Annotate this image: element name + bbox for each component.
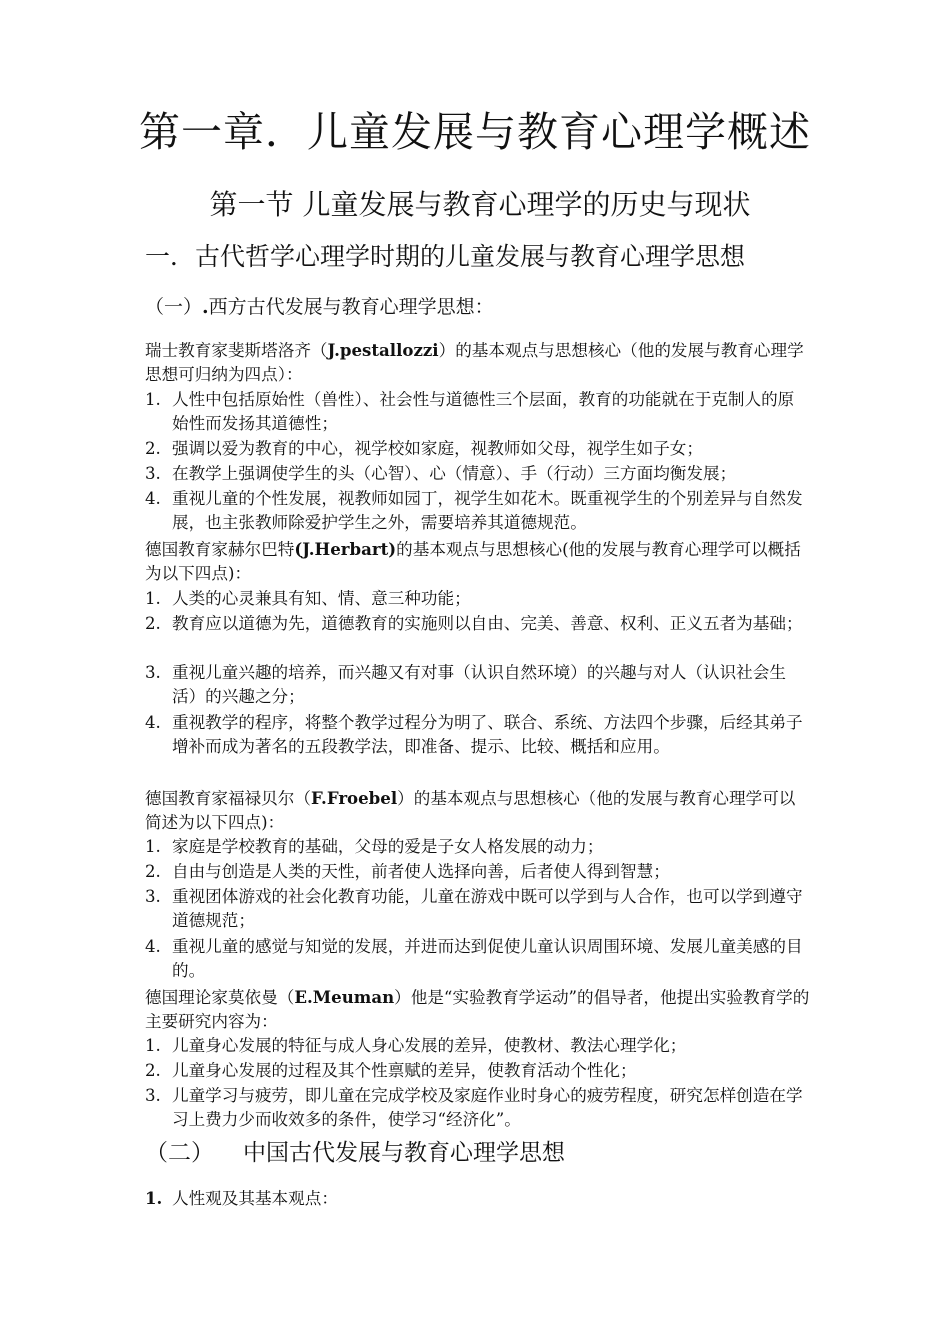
froebel-intro-a: 德国教育家福禄贝尔（ — [145, 789, 311, 808]
list-item — [145, 661, 810, 709]
froebel-intro — [145, 786, 810, 835]
item-text: 儿童身心发展的过程及其个性禀赋的差异，使教育活动个性化； — [172, 1061, 637, 1080]
sub1-heading-dot: . — [202, 296, 209, 318]
item-number: 3. — [145, 464, 161, 483]
pestalozzi-intro-a: 瑞士教育家斐斯塔洛齐（ — [145, 341, 328, 360]
item-text: 儿童身心发展的特征与成人身心发展的差异，使教材、教法心理学化； — [172, 1036, 687, 1055]
herbart-intro-b: 的基本观点与思想核心(他的发展与教育心理学可以概括为以下四点)： — [145, 540, 801, 583]
item-text: 重视儿童的感觉与知觉的发展，并进而达到促使儿童认识周围环境、发展儿童美感的目的。 — [172, 937, 803, 980]
list-item — [145, 388, 810, 436]
item-text: 教育应以道德为先，道德教育的实施则以自由、完美、善意、权利、正义五者为基础； — [172, 614, 803, 633]
item-number: 4. — [145, 713, 161, 732]
pestalozzi-intro-b: ）的基本观点与思想核心（他的发展与教育心理学思想可归纳为四点）： — [145, 341, 804, 384]
meuman-intro-b: ）他是“实验教育学运动”的倡导者，他提出实验教育学的主要研究内容为： — [145, 988, 810, 1031]
item-text: 在教学上强调使学生的头（心智）、心（情意）、手（行动）三方面均衡发展； — [172, 464, 737, 483]
item-number: 3. — [145, 1086, 161, 1105]
item-text: 重视儿童的个性发展，视教师如园丁，视学生如花木。既重视学生的个别差异与自然发展，也主张教师除爱护学生之外，需要培养其道德规范。 — [172, 489, 803, 532]
item-text: 自由与创造是人类的天性，前者使人选择向善，后者使人得到智慧； — [172, 862, 670, 881]
list-item — [145, 587, 810, 611]
list-item — [145, 437, 810, 461]
list-item — [145, 835, 810, 859]
list-item — [145, 860, 810, 884]
item-number: 4. — [145, 937, 161, 956]
sub1-heading-text: 西方古代发展与教育心理学思想： — [208, 296, 494, 318]
sub2-heading-num: （二） — [145, 1140, 214, 1166]
item-number: 3. — [145, 663, 161, 682]
item-text: 重视教学的程序，将整个教学过程分为明了、联合、系统、方法四个步骤，后经其弟子增补而成为著名的五段教学法，即准备、提示、比较、概括和应用。 — [172, 713, 803, 756]
item-text: 重视团体游戏的社会化教育功能，儿童在游戏中既可以学到与人合作，也可以学到遵守道德规范； — [172, 887, 803, 930]
list-item — [145, 1059, 810, 1083]
item-number: 1. — [145, 1036, 161, 1055]
item-number: 1. — [145, 1188, 163, 1208]
sub2-heading-text: 中国古代发展与教育心理学思想 — [243, 1140, 565, 1166]
part1-heading: 一．古代哲学心理学时期的儿童发展与教育心理学思想 — [145, 242, 746, 271]
list-item — [145, 1186, 338, 1211]
item-number: 2. — [145, 439, 161, 458]
item-text: 家庭是学校教育的基础，父母的爱是子女人格发展的动力； — [172, 837, 604, 856]
item-number: 2. — [145, 1061, 161, 1080]
meuman-intro-a: 德国理论家莫依曼（ — [145, 988, 295, 1007]
section-title: 第一节 儿童发展与教育心理学的历史与现状 — [209, 188, 751, 221]
froebel-intro-b: ）的基本观点与思想核心（他的发展与教育心理学可以简述为以下四点)： — [145, 789, 796, 832]
item-number: 4. — [145, 489, 161, 508]
pestalozzi-name: J.pestallozzi — [327, 340, 439, 360]
item-text: 强调以爱为教育的中心，视学校如家庭，视教师如父母，视学生如子女； — [172, 439, 703, 458]
item-text: 重视儿童兴趣的培养，而兴趣又有对事（认识自然环境）的兴趣与对人（认识社会生活）的兴趣之分； — [172, 663, 786, 706]
item-number: 1. — [145, 837, 161, 856]
item-text: 人性中包括原始性（兽性）、社会性与道德性三个层面，教育的功能就在于克制人的原始性而发扬其道德性； — [172, 390, 795, 433]
list-item — [145, 612, 810, 636]
herbart-intro-a: 德国教育家赫尔巴特 — [145, 540, 295, 559]
meuman-intro — [145, 985, 810, 1034]
item-number: 1. — [145, 589, 161, 608]
item-text: 人性观及其基本观点： — [172, 1189, 338, 1208]
list-item — [145, 462, 810, 486]
list-item — [145, 711, 810, 759]
chapter-title: 第一章．儿童发展与教育心理学概述 — [139, 108, 811, 156]
item-text: 人类的心灵兼具有知、情、意三种功能； — [172, 589, 471, 608]
list-item — [145, 935, 810, 983]
sub2-heading — [145, 1135, 565, 1171]
herbart-name: (J.Herbart) — [294, 539, 397, 559]
froebel-name: F.Froebel — [310, 788, 398, 808]
item-number: 1. — [145, 390, 161, 409]
list-item — [145, 1034, 810, 1058]
pestalozzi-intro — [145, 338, 810, 387]
herbart-intro — [145, 537, 810, 586]
list-item — [145, 885, 810, 933]
item-number: 2. — [145, 862, 161, 881]
sub1-heading — [145, 292, 494, 322]
item-number: 3. — [145, 887, 161, 906]
item-text: 儿童学习与疲劳，即儿童在完成学校及家庭作业时身心的疲劳程度，研究怎样创造在学习上费力少而收效多的条件，使学习“经济化”。 — [172, 1086, 803, 1129]
list-item — [145, 487, 810, 535]
meuman-name: E.Meuman — [294, 987, 395, 1007]
sub1-heading-num: （一） — [145, 296, 203, 318]
item-number: 2. — [145, 614, 161, 633]
list-item — [145, 1084, 810, 1132]
